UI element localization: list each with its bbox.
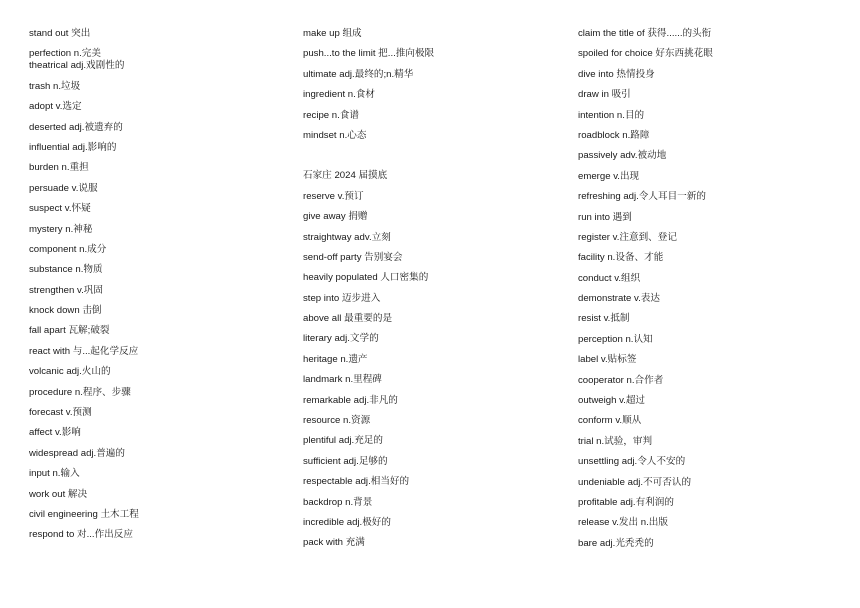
vocab-column-1 xyxy=(29,28,289,550)
vocab-entry: fall apart 瓦解;破裂 xyxy=(29,325,110,337)
vocab-entry: claim the title of 获得......的头衔 xyxy=(578,28,712,39)
section-heading: 石家庄 2024 届摸底 xyxy=(303,170,388,182)
vocab-entry: draw in 吸引 xyxy=(578,89,631,101)
vocab-entry: intention n.目的 xyxy=(578,109,645,121)
vocab-entry: mystery n.神秘 xyxy=(29,223,93,235)
vocab-entry: incredible adj.极好的 xyxy=(303,516,391,528)
vocab-entry: reserve v.预订 xyxy=(303,190,364,202)
vocab-entry: knock down 击倒 xyxy=(29,305,102,317)
vocab-entry: civil engineering 土木工程 xyxy=(29,508,139,520)
vocab-entry: remarkable adj.非凡的 xyxy=(303,394,398,406)
vocab-entry: deserted adj.被遗弃的 xyxy=(29,121,123,133)
vocab-entry: above all 最重要的是 xyxy=(303,313,393,325)
vocab-entry: straightway adv.立刻 xyxy=(303,231,391,243)
vocab-entry: heritage n.遗产 xyxy=(303,353,368,365)
vocab-entry: passively adv.被动地 xyxy=(578,150,667,162)
vocab-entry: refreshing adj.令人耳目一新的 xyxy=(578,191,706,203)
vocab-entry: plentiful adj.充足的 xyxy=(303,435,383,447)
vocab-entry: ingredient n.食材 xyxy=(303,89,375,101)
vocab-entry: register v.注意到、登记 xyxy=(578,231,677,243)
vocab-entry: facility n.设备、才能 xyxy=(578,252,664,264)
vocab-entry: perfection n.完美 xyxy=(29,48,101,60)
vocab-entry: persuade v.说服 xyxy=(29,182,98,194)
vocab-entry: influential adj.影响的 xyxy=(29,141,117,153)
vocab-entry: cooperator n.合作者 xyxy=(578,374,664,386)
vocab-entry: sufficient adj.足够的 xyxy=(303,455,388,467)
vocab-entry: backdrop n.背景 xyxy=(303,496,373,508)
vocab-entry: dive into 热情投身 xyxy=(578,68,655,80)
vocab-entry: push...to the limit 把...推向极限 xyxy=(303,48,435,60)
vocab-entry: demonstrate v.表达 xyxy=(578,293,660,305)
vocab-entry: release v.发出 n.出版 xyxy=(578,517,668,529)
vocab-entry: profitable adj.有利润的 xyxy=(578,496,674,508)
vocab-entry: affect v.影响 xyxy=(29,427,81,439)
vocab-entry: suspect v.怀疑 xyxy=(29,203,91,215)
vocab-entry: ultimate adj.最终的;n.精华 xyxy=(303,68,414,80)
vocab-entry: outweigh v.超过 xyxy=(578,395,646,407)
vocab-column-3 xyxy=(578,28,838,558)
vocab-entry: bare adj.光秃秃的 xyxy=(578,537,654,549)
vocab-entry: label v.贴标签 xyxy=(578,354,637,366)
vocab-column-2 xyxy=(303,28,563,558)
vocab-entry: run into 遇到 xyxy=(578,211,632,223)
vocab-entry: burden n.重担 xyxy=(29,162,89,174)
vocab-entry: conduct v.组织 xyxy=(578,272,641,284)
vocab-entry: emerge v.出现 xyxy=(578,170,640,182)
vocab-entry: input n.输入 xyxy=(29,468,80,480)
vocab-entry: volcanic adj.火山的 xyxy=(29,366,111,378)
vocab-entry: literary adj.文学的 xyxy=(303,333,379,345)
vocab-entry: trash n.垃圾 xyxy=(29,80,81,92)
vocab-entry: make up 组成 xyxy=(303,28,362,39)
vocab-entry: substance n.物质 xyxy=(29,264,103,276)
vocab-entry: give away 捐赠 xyxy=(303,211,368,223)
vocab-entry: widespread adj.普遍的 xyxy=(29,447,125,459)
vocab-entry: unsettling adj.令人不安的 xyxy=(578,456,686,468)
vocab-entry: landmark n.里程碑 xyxy=(303,374,382,386)
vocab-entry: recipe n.食谱 xyxy=(303,109,359,121)
vocab-entry: react with 与...起化学反应 xyxy=(29,345,139,357)
vocab-entry: resist v.抵制 xyxy=(578,313,630,325)
vocab-entry: stand out 突出 xyxy=(29,28,91,39)
vocab-entry: roadblock n.路障 xyxy=(578,129,650,141)
vocab-entry: strengthen v.巩固 xyxy=(29,284,103,296)
vocab-entry: respectable adj.相当好的 xyxy=(303,476,410,488)
vocab-entry: undeniable adj.不可否认的 xyxy=(578,476,692,488)
vocab-entry: resource n.资源 xyxy=(303,415,371,427)
vocab-entry: spoiled for choice 好东西挑花眼 xyxy=(578,48,713,60)
vocab-entry: trial n.试验，审判 xyxy=(578,435,653,447)
vocab-entry: procedure n.程序、步骤 xyxy=(29,386,131,398)
vocab-entry: heavily populated 人口密集的 xyxy=(303,272,429,284)
vocab-entry: perception n.认知 xyxy=(578,333,653,345)
vocab-entry: work out 解决 xyxy=(29,488,88,500)
vocab-entry: send-off party 告别宴会 xyxy=(303,251,403,263)
vocab-entry: mindset n.心态 xyxy=(303,129,367,141)
vocab-entry: forecast v.预测 xyxy=(29,407,92,419)
vocab-entry: adopt v.选定 xyxy=(29,101,82,113)
section-spacer xyxy=(303,150,563,170)
vocab-entry: pack with 充满 xyxy=(303,537,365,549)
vocab-entry: step into 迈步进入 xyxy=(303,292,381,304)
vocab-entry: respond to 对...作出反应 xyxy=(29,529,133,541)
vocab-entry: component n.成分 xyxy=(29,243,107,255)
vocab-entry: conform v.顺从 xyxy=(578,415,642,427)
vocab-entry: theatrical adj.戏剧性的 xyxy=(29,60,125,72)
